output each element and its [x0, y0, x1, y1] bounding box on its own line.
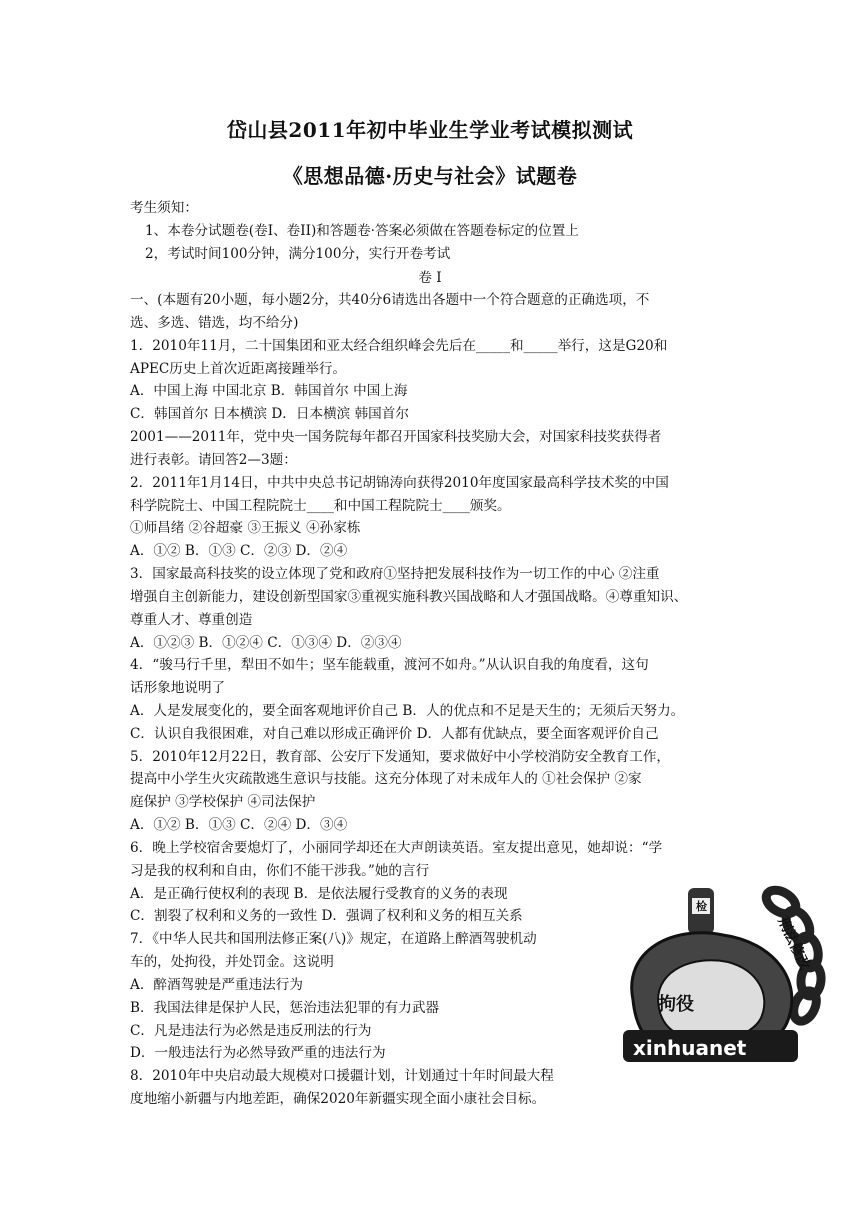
lock-label: 检 [696, 900, 707, 913]
text-line: A．①②③ B．①②④ C．①③④ D．②③④ [130, 634, 402, 651]
text-line: 增强自主创新能力，建设创新型国家③重视实施科教兴国战略和人才强国战略。④尊重知识、 [130, 588, 688, 605]
text-line: A．①② B．①③ C．②③ D．②④ [130, 543, 348, 560]
page-subtitle: 《思想品德·历史与社会》试题卷 [282, 164, 578, 188]
cuff-label: 拘役 [658, 994, 694, 1015]
text-line: 庭保护 ③学校保护 ④司法保护 [130, 794, 316, 811]
watermark-text: xinhuanet [633, 1036, 747, 1060]
handcuff-drawing [603, 880, 843, 1085]
text-line: B．我国法律是保护人民，惩治违法犯罪的有力武器 [130, 999, 440, 1016]
text-line: D．一般违法行为必然导致严重的违法行为 [130, 1045, 386, 1062]
text-line: C．韩国首尔 日本横滨 D．日本横滨 韩国首尔 [130, 406, 409, 423]
text-line: 话形象地说明了 [130, 680, 226, 697]
text-line: 车的，处拘役，并处罚金。这说明 [130, 954, 334, 971]
text-line: 7．《中华人民共和国刑法修正案(八)》规定，在道路上醉酒驾驶机动 [130, 931, 537, 948]
notes-heading: 考生须知： [130, 200, 198, 216]
text-line: A．①② B．①③ C．②④ D．③④ [130, 817, 348, 834]
text-line: 提高中小学生火灾疏散逃生意识与技能。这充分体现了对未成年人的 ①社会保护 ②家 [130, 771, 642, 788]
text-line: 1．2010年11月，二十国集团和亚太经合组织峰会先后在_____和_____举行，这是G20和 [130, 337, 668, 354]
text-line: 5．2010年12月22日，教育部、公安厅下发通知，要求做好中小学校消防安全教育工作， [130, 748, 671, 765]
text-line: 选、多选、错选，均不给分) [130, 314, 299, 331]
text-line: APEC历史上首次近距离接踵举行。 [130, 360, 347, 377]
text-line: C．割裂了权利和义务的一致性 D．强调了权利和义务的相互关系 [130, 908, 523, 925]
chain-label: 刑法修改 [774, 914, 813, 973]
text-line: A．中国上海 中国北京 B．韩国首尔 中国上海 [130, 383, 408, 400]
text-line: C．凡是违法行为必然是违反刑法的行为 [130, 1022, 372, 1039]
section-label: 卷 I [418, 270, 442, 286]
text-line: 6．晚上学校宿舍要熄灯了，小丽同学却还在大声朗读英语。室友提出意见，她却说：“学 [130, 839, 663, 856]
text-line: 2．2011年1月14日，中共中央总书记胡锦涛向获得2010年度国家最高科学技术奖的中国 [130, 474, 669, 491]
text-line: 3．国家最高科技奖的设立体现了党和政府①坚持把发展科技作为一切工作的中心 ②注重 [130, 566, 660, 582]
text-line: 习是我的权利和自由，你们不能干涉我。”她的言行 [130, 862, 430, 879]
text-line: C．认识自我很困难，对自己难以形成正确评价 D．人都有优缺点，要全面客观评价自己 [130, 725, 659, 742]
text-line: 进行表彰。请回答2—3题： [130, 451, 297, 468]
text-line: 尊重人才、尊重创造 [130, 611, 253, 628]
text-line: A．人是发展变化的，要全面客观地评价自己 B．人的优点和不足是天生的；无须后天努力。 [130, 702, 685, 719]
text-line: A．是正确行使权利的表现 B．是依法履行受教育的义务的表现 [130, 885, 508, 902]
text-line: A．醉酒驾驶是严重违法行为 [130, 976, 303, 993]
text-line: 4．“骏马行千里，犁田不如牛；坚车能载重，渡河不如舟。”从认识自我的角度看，这句 [130, 657, 649, 674]
text-line: 科学院院士、中国工程院院士____和中国工程院院士____颁奖。 [130, 497, 511, 514]
text-line: ①师昌绪 ②谷超豪 ③王振义 ④孙家栋 [130, 520, 361, 537]
handcuff-illustration [603, 880, 843, 1085]
text-line: 2001——2011年，党中央一国务院每年都召开国家科技奖励大会，对国家科技奖获得者 [130, 429, 662, 445]
text-line: 8．2010年中央启动最大规模对口援疆计划，计划通过十年时间最大程 [130, 1068, 554, 1085]
note-item: 2，考试时间100分钟，满分100分，实行开卷考试 [145, 246, 451, 262]
note-item: 1、本卷分试题卷(卷I、卷II)和答题卷·答案必须做在答题卷标定的位置上 [145, 223, 579, 239]
text-line: 度地缩小新疆与内地差距，确保2020年新疆实现全面小康社会目标。 [130, 1091, 546, 1107]
text-line: 一、(本题有20小题，每小题2分，共40分6请选出各题中一个符合题意的正确选项，不 [130, 292, 650, 308]
page-title: 岱山县2011年初中毕业生学业考试模拟测试 [226, 118, 634, 142]
